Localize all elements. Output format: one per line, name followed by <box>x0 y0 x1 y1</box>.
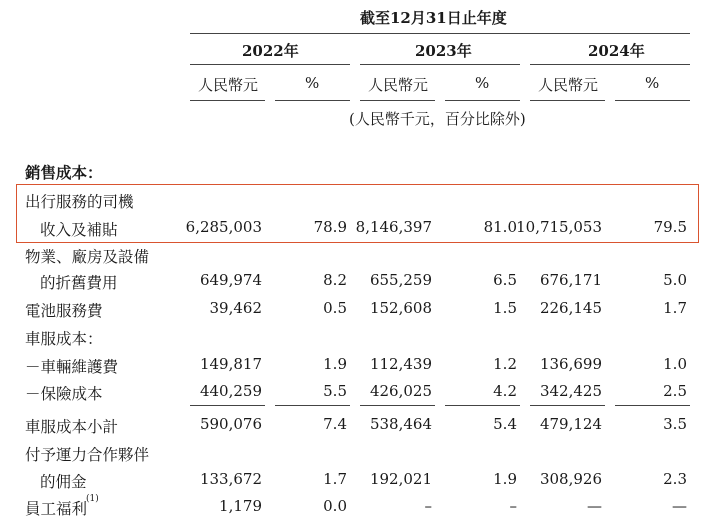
percent-header-2024: % <box>645 74 660 92</box>
col-rule-6 <box>615 100 690 101</box>
value-cell: 2.3 <box>663 470 687 488</box>
value-cell: 426,025 <box>369 382 432 400</box>
row-label: 出行服務的司機 <box>25 193 134 211</box>
value-cell: 136,699 <box>539 355 602 373</box>
value-cell: 8.2 <box>323 271 347 289</box>
value-cell: 649,974 <box>199 271 262 289</box>
year-rule-2022 <box>190 64 350 65</box>
value-cell: 10,715,053 <box>516 218 602 236</box>
period-header: 截至12月31日止年度 <box>360 9 507 27</box>
subtotal-rule-4 <box>445 405 520 406</box>
value-cell: 1,179 <box>219 497 262 515</box>
value-cell: 590,076 <box>199 415 262 433</box>
year-2024-header: 2024年 <box>588 42 645 60</box>
value-cell: 1.9 <box>323 355 347 373</box>
value-cell: 1.0 <box>663 355 687 373</box>
value-cell: 112,439 <box>369 355 432 373</box>
value-cell: 6,285,003 <box>185 218 262 236</box>
section-title: 銷售成本： <box>25 163 103 182</box>
value-cell: 342,425 <box>539 382 602 400</box>
value-cell: 226,145 <box>539 299 602 317</box>
subtotal-rule-6 <box>615 405 690 406</box>
col-rule-5 <box>530 100 605 101</box>
col-rule-1 <box>190 100 265 101</box>
value-cell: – <box>424 497 432 515</box>
subtotal-rule-5 <box>530 405 605 406</box>
value-cell: 7.4 <box>323 415 347 433</box>
col-rule-2 <box>275 100 350 101</box>
row-label: 的佣金 <box>40 473 87 491</box>
value-cell: — <box>587 497 602 515</box>
value-cell: 39,462 <box>209 299 262 317</box>
value-cell: 5.0 <box>663 271 687 289</box>
value-cell: 1.5 <box>493 299 517 317</box>
value-cell: 538,464 <box>369 415 432 433</box>
subtotal-rule-3 <box>360 405 435 406</box>
value-cell: 152,608 <box>369 299 432 317</box>
value-cell: 676,171 <box>539 271 602 289</box>
currency-header-2022: 人民幣元 <box>198 76 259 94</box>
value-cell: 6.5 <box>493 271 517 289</box>
row-label: 員工福利 <box>25 500 88 518</box>
value-cell: 192,021 <box>369 470 432 488</box>
year-2022-header: 2022年 <box>242 42 299 60</box>
value-cell: 5.4 <box>493 415 517 433</box>
value-cell: 440,259 <box>199 382 262 400</box>
percent-header-2022: % <box>305 74 320 92</box>
percent-header-2023: % <box>475 74 490 92</box>
value-cell: 1.7 <box>323 470 347 488</box>
year-rule-2024 <box>530 64 690 65</box>
value-cell: 308,926 <box>539 470 602 488</box>
value-cell: 1.2 <box>493 355 517 373</box>
col-rule-3 <box>360 100 435 101</box>
value-cell: 0.0 <box>323 497 347 515</box>
unit-note: (人民幣千元，百分比除外) <box>349 110 526 128</box>
value-cell: 1.9 <box>493 470 517 488</box>
year-rule-2023 <box>360 64 520 65</box>
value-cell: 2.5 <box>663 382 687 400</box>
value-cell: 4.2 <box>493 382 517 400</box>
value-cell: – <box>509 497 517 515</box>
value-cell: 133,672 <box>199 470 262 488</box>
row-label: 收入及補貼 <box>40 221 118 239</box>
value-cell: 0.5 <box>323 299 347 317</box>
row-label: 物業、廠房及設備 <box>25 248 150 266</box>
row-label: 車服成本小計 <box>25 418 119 436</box>
row-label: 車服成本： <box>25 330 103 348</box>
row-label: 電池服務費 <box>25 302 103 320</box>
value-cell: 3.5 <box>663 415 687 433</box>
value-cell: — <box>672 497 687 515</box>
value-cell: 78.9 <box>313 218 347 236</box>
col-rule-4 <box>445 100 520 101</box>
currency-header-2024: 人民幣元 <box>538 76 599 94</box>
currency-header-2023: 人民幣元 <box>368 76 429 94</box>
value-cell: 655,259 <box>369 271 432 289</box>
value-cell: 5.5 <box>323 382 347 400</box>
value-cell: 8,146,397 <box>355 218 432 236</box>
year-2023-header: 2023年 <box>415 42 472 60</box>
row-label: －車輛維護費 <box>25 358 119 376</box>
row-footnote: (1) <box>86 494 99 504</box>
row-label: －保險成本 <box>25 385 103 403</box>
value-cell: 79.5 <box>653 218 687 236</box>
subtotal-rule-2 <box>275 405 350 406</box>
period-rule <box>190 33 690 34</box>
subtotal-rule-1 <box>190 405 265 406</box>
value-cell: 81.0 <box>483 218 517 236</box>
value-cell: 149,817 <box>199 355 262 373</box>
value-cell: 1.7 <box>663 299 687 317</box>
row-label: 付予運力合作夥伴 <box>25 446 150 464</box>
row-label: 的折舊費用 <box>40 274 118 292</box>
value-cell: 479,124 <box>539 415 602 433</box>
